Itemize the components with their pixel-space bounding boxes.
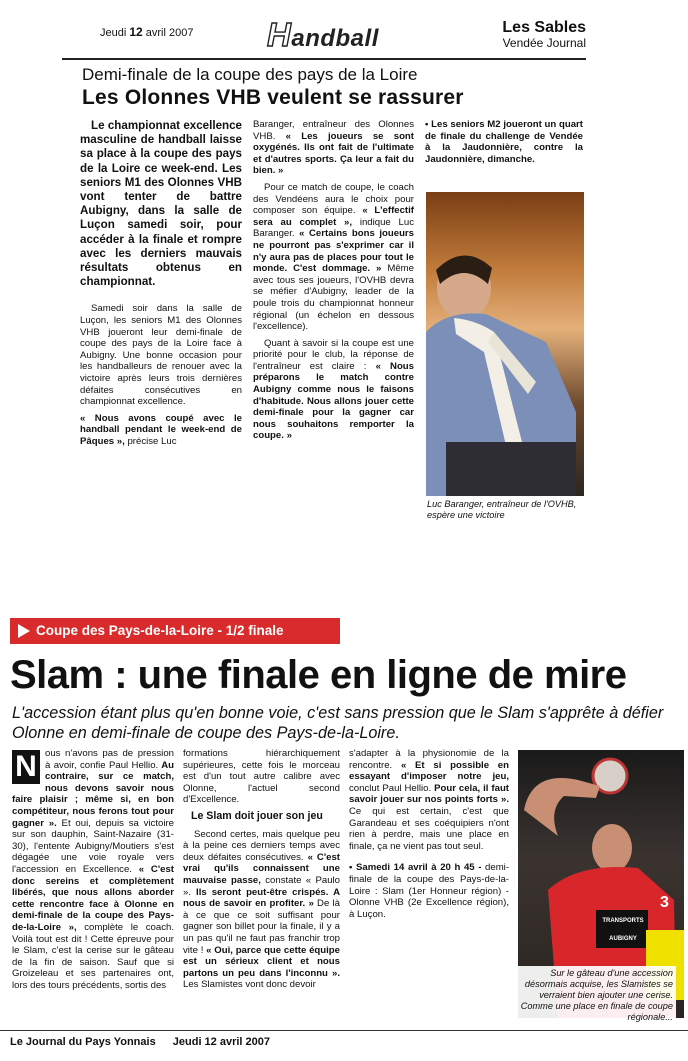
quote: « Les joueurs se sont oxygénés. Ils ont fait de l'ultimate et d'autres sports. Ça leur a fait du bien. » [253, 130, 414, 177]
quote: « Certains bons joueurs ne pourront pas s'exprimer car il n'y aura pas de places pour tout le monde. C'est dommage. » [253, 228, 414, 275]
date-suffix: avril 2007 [145, 27, 194, 39]
footer-rule [0, 1030, 688, 1031]
note: • Les seniors M2 joueront un quart de finale du challenge de Vendée à la Jaudonnière, contre la Jaudonnière, dimanche. [425, 119, 583, 165]
section-title-rest: andball [291, 25, 379, 52]
quote: Au contraire, sur ce match, nous devons savoir nous faire plaisir ; même si, en bon compétiteur, nous ferons tout pour gagner ». [12, 759, 174, 829]
paragraph [12, 748, 174, 991]
text: Les Slamistes vont donc devoir [183, 979, 316, 991]
paragraph [253, 119, 414, 177]
dropcap [12, 750, 40, 784]
article-2-col-3 [349, 748, 509, 978]
text: Quant à savoir si la coupe est une priorité pour le club, la réponse de l'entraîneur est claire : [253, 337, 414, 372]
footer-date: Jeudi 12 avril 2007 [172, 1036, 270, 1048]
quote: Ils seront peut-être crispés. A nous de savoir en profiter. » [183, 886, 340, 910]
text: conclut Paul Hellio. [349, 782, 432, 794]
match-info: • Samedi 14 avril à 20 h 45 - [349, 862, 482, 874]
standfirst: L'accession étant plus qu'en bonne voie, c'est sans pression que le Slam s'apprête à défier Olonne en demi-finale de coupe des Pays-de-la-Loire. [12, 704, 664, 742]
kicker: Demi-finale de la coupe des pays de la Loire [82, 65, 418, 84]
quote: « Nous préparons le match contre Aubigny comme nous le faisons d'habitude. Nous allons jouer cette demi-finale pour la gagner car nous souhaitons remporter la coupe. » [253, 360, 414, 442]
article-2-col-1 [12, 748, 174, 1048]
article-2-col-2 [183, 748, 340, 1048]
banner-label: Coupe des Pays-de-la-Loire - 1/2 finale [36, 623, 284, 638]
paragraph [349, 748, 509, 852]
paragraph: formations hiérarchiquement supérieures, cette fois le morceau est d'un tout autre calibre avec Olonne, l'actuel second d'Excellence. [183, 748, 340, 806]
footer-paper: Le Journal du Pays Yonnais [10, 1036, 156, 1048]
triangle-icon [18, 624, 30, 638]
date-day: 12 [129, 25, 143, 39]
date-prefix: Jeudi [100, 27, 127, 39]
paper-name [466, 19, 586, 50]
article-1 [62, 14, 586, 524]
paragraph [80, 413, 242, 448]
quote: « Oui, parce que cette équipe est un sérieux client et nous partons un peu dans l'inconnu ». [183, 944, 340, 979]
text: complète le coach. Voilà tout est dit ! Cette épreuve pour le Slam, c'est la cerise sur le gâteau de la fin de saison. Sauf que si Groizeleau et ses partenaires ont, lors des tours précédents, sortis des [12, 921, 174, 991]
person-silhouette [426, 192, 584, 496]
text: s'adapter à la physionomie de la rencontre. [349, 748, 509, 771]
section-banner [10, 618, 340, 644]
text: Pour ce match de coupe, le coach des Vendéens aura le choix pour composer son équipe. [253, 181, 414, 217]
paper-title: Les Sables [502, 19, 586, 36]
quote: Pour cela, il faut savoir jouer sur nos points forts ». [349, 782, 509, 806]
section-title-initial: H [267, 16, 292, 53]
quote: « Nous avons coupé avec le handball pendant le week-end de Pâques », [80, 412, 242, 447]
text: demi-finale de la coupe des Pays-de-la-Loire : Slam (1er Honneur région) - Olonne VHB (2e Excellence région), à Luçon. [349, 862, 509, 920]
paper-subtitle: Vendée Journal [502, 36, 586, 50]
jersey-sponsor: TRANSPORTS [602, 918, 644, 924]
text: Baranger, entraîneur des Olonnes VHB. [253, 119, 414, 142]
paragraph [183, 829, 340, 991]
text: Et oui, depuis sa victoire sur son dauphin, Saint-Nazaire (31-30), l'entente Aubigny/Moutiers s'est dégagée une voie royale vers l'accession en Excellence. [12, 817, 174, 875]
jersey-number: 3 [660, 894, 669, 911]
article-1-col-1 [80, 119, 242, 519]
paragraph [253, 338, 414, 442]
headline: Slam : une finale en ligne de mire [10, 653, 627, 697]
quote: « Et si possible en essayant d'imposer notre jeu, [349, 759, 509, 783]
text: ous n'avons pas de pression à avoir, confie Paul Hellio. [45, 748, 174, 771]
text: Second certes, mais quelque peu à la peine ces derniers temps avec deux défaites consécutives. [183, 828, 340, 863]
quote: « C'est donc sereins et complètement libérés, que nous allons aborder cette rencontre face à Olonne en demi-finale de la coupe des Pays-de-la-Loire », [12, 863, 174, 933]
dropcap-letter: N [15, 750, 37, 783]
photo-caption: Sur le gâteau d'une accession désormais acquise, les Slamistes se verraient bien ajouter une cerise. Comme une place en finale de coupe régionale... [516, 966, 676, 1025]
paragraph [253, 182, 414, 333]
text: De là à ce que ce soit suffisant pour gagner son billet pour la finale, il y a un pas qu'il ne faut pas franchir trop vite ! [183, 898, 340, 956]
text: Ce qui est certain, c'est que Garandeau et ses coéquipiers n'ont rien à perdre, mais une place en finale, ça ne vient pas tout seul. [349, 805, 509, 852]
jersey-sponsor-sub: AUBIGNY [609, 936, 637, 942]
article-1-col-2 [253, 119, 414, 519]
paragraph: Samedi soir dans la salle de Luçon, les seniors M1 des Olonnes VHB joueront leur demi-finale de coupe des pays de la Loire face à Aubigny. Une bonne occasion pour les handballeurs de renouer avec la victoire après leurs trois dernières défaites consécutives en championnat excellence. [80, 303, 242, 408]
lead-paragraph: Le championnat excellence masculine de handball laisse sa place à la coupe des pays de la Loire ce week-end. Les seniors M1 des Olonnes VHB vont tenter de battre Aubigny, dans la salle de Luçon samedi soir, pour accéder à la finale et rompre avec les derniers mauvais résultats obtenus en championnat. [80, 119, 242, 289]
text: Même avec tous ses joueurs, l'OVHB devra se méfier d'Aubigny, leader de la poule trois du championnat honneur régional (un échelon en dessous l'excellence). [253, 263, 414, 333]
quote: « C'est vrai qu'ils connaissent une mauvaise passe, [183, 851, 340, 886]
section-title [267, 16, 379, 54]
top-rule [62, 58, 586, 60]
text: précise Luc [124, 435, 177, 447]
text: indique Luc Baranger. [253, 216, 414, 240]
quote: « L'effectif sera au complet », [253, 205, 414, 228]
article-1-date [100, 25, 193, 39]
subheading: Le Slam doit jouer son jeu [191, 809, 323, 822]
coach-photo [426, 192, 584, 496]
article-1-col-3 [425, 119, 583, 170]
article-2 [10, 618, 682, 1061]
footer [10, 1036, 270, 1048]
photo-caption: Luc Baranger, entraîneur de l'OVHB, espère une victoire [427, 499, 577, 520]
paragraph [349, 862, 509, 920]
headline: Les Olonnes VHB veulent se rassurer [82, 86, 464, 109]
text: constate « Paulo ». [183, 874, 340, 898]
